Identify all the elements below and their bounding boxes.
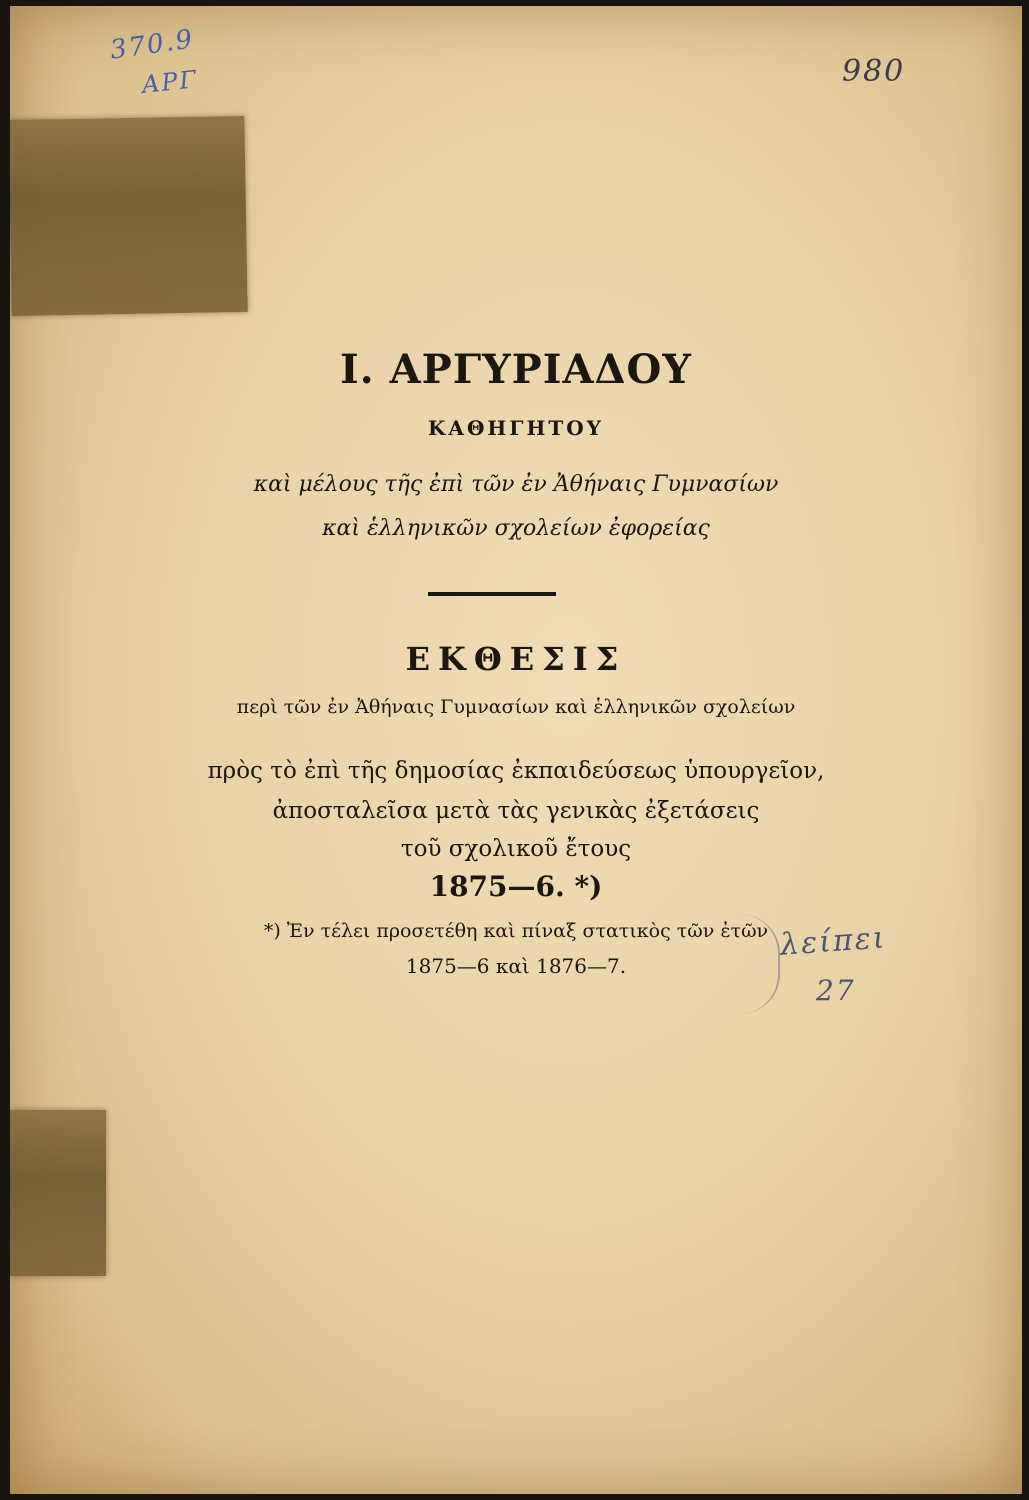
tape-strip-bottom [10, 1110, 106, 1276]
affiliation-line-1: καὶ μέλους τῆς ἐπὶ τῶν ἐν Ἀθήναις Γυμνασίων [253, 472, 779, 497]
divider-rule [428, 592, 556, 596]
author-role: ΚΑΘΗΓΗΤΟΥ [428, 416, 604, 440]
affiliation-line-2: καὶ ἑλληνικῶν σχολείων ἐφορείας [322, 516, 710, 541]
footnote-line-2: 1875—6 καὶ 1876—7. [405, 954, 627, 978]
shelf-number: 370.9 [108, 24, 197, 66]
author-name: Ι. ΑΡΓΥΡΙΑΔΟΥ [340, 346, 692, 393]
school-year: 1875—6. *) [429, 870, 603, 903]
subtitle-line-2: πρὸς τὸ ἐπὶ τῆς δημοσίας ἐκπαιδεύσεως ὑπουργεῖον, [207, 758, 825, 784]
tape-strip-top [10, 116, 248, 316]
item-number: 980 [842, 54, 906, 89]
shelf-code: ΑΡΓ [140, 65, 200, 99]
footnote-line-1: *) Ἐν τέλει προσετέθη καὶ πίναξ στατικὸς τῶν ἐτῶν [263, 920, 769, 942]
subtitle-line-1: περὶ τῶν ἐν Ἀθήναις Γυμνασίων καὶ ἑλληνικῶν σχολείων [236, 696, 796, 718]
subtitle-line-4: τοῦ σχολικοῦ ἔτους [400, 836, 632, 862]
margin-note-number: 27 [816, 974, 856, 1007]
subtitle-line-3: ἀποσταλεῖσα μετὰ τὰς γενικὰς ἐξετάσεις [272, 798, 760, 824]
document-page [10, 6, 1022, 1494]
margin-note: λείπει [778, 920, 888, 963]
document-title: ΕΚΘΕΣΙΣ [405, 640, 627, 678]
